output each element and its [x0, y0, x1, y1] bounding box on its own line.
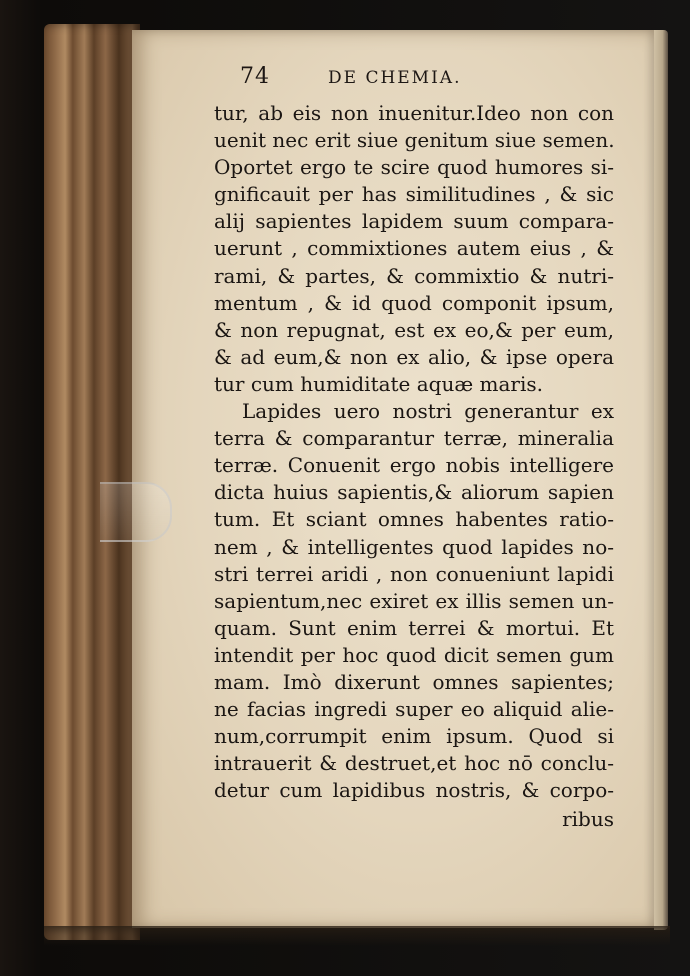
- catchword: ribus: [562, 807, 614, 832]
- paragraph-start-line: Lapides uero nostri generantur ex: [242, 399, 614, 424]
- text-line: nem , & intelligentes quod lapides no-: [214, 534, 614, 559]
- page-number: 74: [240, 64, 270, 89]
- text-line: terræ. Conuenit ergo nobis intelligere: [214, 453, 614, 478]
- text-line: ne facias ingredi super eo aliquid alie-: [214, 697, 614, 722]
- text-line: dicta huius sapientis,& aliorum sapien: [214, 480, 614, 505]
- text-line: tur cum humiditate aquæ maris.: [214, 371, 543, 396]
- text-line: intrauerit & destruet,et hoc nō conclu-: [214, 751, 614, 776]
- text-line: rami, & partes, & commixtio & nutri-: [214, 263, 614, 288]
- text-line: tum. Et sciant omnes habentes ratio-: [214, 507, 614, 532]
- text-line: & ad eum,& non ex alio, & ipse opera: [214, 344, 614, 369]
- text-line: alij sapientes lapidem suum compara-: [214, 209, 614, 234]
- text-line: uerunt , commixtiones autem eius , &: [214, 236, 614, 261]
- running-head: [240, 64, 540, 96]
- text-line: mam. Imò dixerunt omnes sapientes;: [214, 669, 614, 694]
- text-line: gnificauit per has similitudines , & sic: [214, 182, 614, 207]
- text-line: quam. Sunt enim terrei & mortui. Et: [214, 615, 614, 640]
- body-text: [214, 100, 614, 834]
- text-line: sapientum,nec exiret ex illis semen un-: [214, 588, 614, 613]
- text-line: terra & comparantur terræ, mineralia: [214, 426, 614, 451]
- paper-clip-icon: [100, 482, 172, 542]
- text-line: uenit nec erit siue genitum siue semen.: [214, 128, 615, 153]
- text-line: Oportet ergo te scire quod humores si-: [214, 155, 614, 180]
- text-line: detur cum lapidibus nostris, & corpo-: [214, 778, 614, 803]
- text-line: intendit per hoc quod dicit semen gum: [214, 642, 614, 667]
- text-line: tur, ab eis non inuenitur.Ideo non con: [214, 101, 614, 125]
- book-bottom-shadow: [44, 926, 670, 946]
- running-head-title: DE CHEMIA.: [328, 68, 462, 88]
- text-line: mentum , & id quod componit ipsum,: [214, 290, 614, 315]
- book-right-edge: [654, 30, 668, 930]
- text-line: stri terrei aridi , non conueniunt lapidi: [214, 561, 614, 586]
- text-line: & non repugnat, est ex eo,& per eum,: [214, 317, 614, 342]
- text-line: num,corrumpit enim ipsum. Quod si: [214, 724, 614, 749]
